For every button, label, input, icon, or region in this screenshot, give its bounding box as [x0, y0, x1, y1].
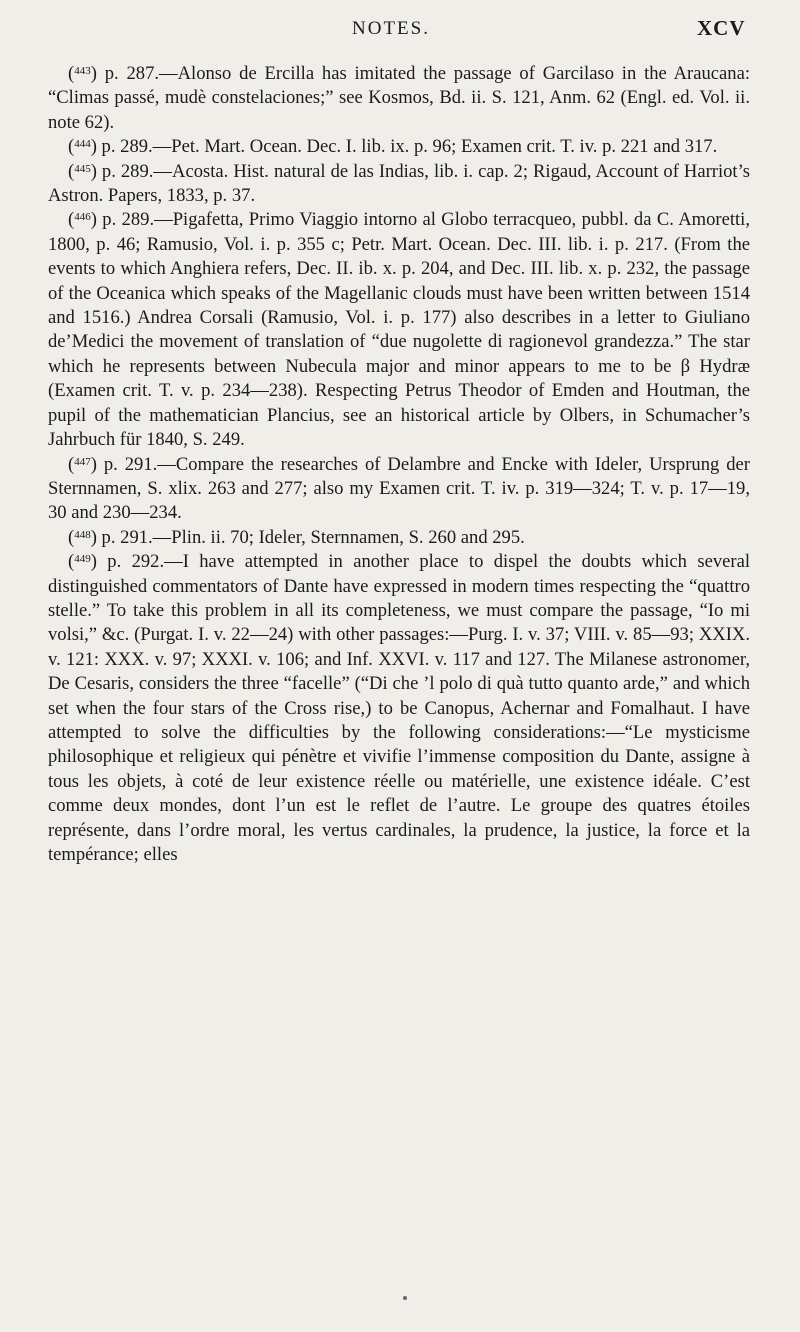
note-445: ($^{445}$) p. 289.—Acosta. Hist. natural de las Indias, lib. i. cap. 2; Rigaud, Account of Harriot’s Astron. Papers, 1833, p. 37.: [48, 160, 750, 207]
note-448: ($^{448}$) p. 291.—Plin. ii. 70; Ideler, Sternnamen, S. 260 and 295.: [68, 526, 525, 548]
note-449: ($^{449}$) p. 292.—I have attempted in another place to dispel the doubts which several distinguished commentators of Dante have expressed in modern times respecting the “quattro stelle.” To take this problem in all its completeness, we must compare the passage, “Io mi volsi,” &c. (Purgat. I. v. 22—24) with other passages:—Purg. I. v. 37; VIII. v. 85—93; XXIX. v. 121: XXX. v. 97; XXXI. v. 106; and Inf. XXVI. v. 117 and 127. The Milanese astronomer, De Cesaris, considers the three “facelle” (“Di che ’l polo di quà tutto quanto arde,” and which set when the four stars of the Cross rise,) to be Canopus, Achernar and Fomalhaut. I have attempted to solve the difficulties by the following considerations:—“Le mysticisme philosophique et religieux qui pénètre et vivifie l’immense composition du Dante, assigne à tous les objets, à coté de leur existence réelle ou matérielle, une existence idéale. C’est comme deux mondes, dont l’un est le reflet de l’autre. Le groupe des quatres étoiles représente, dans l’ordre moral, les vertus cardinales, la prudence, la justice, la force et la tempérance; elles: [48, 551, 750, 865]
note-ref-445: 445: [74, 162, 91, 175]
note-ref-446: 446: [74, 211, 91, 224]
print-speck: [403, 1296, 407, 1300]
note-text: p. 291.—Plin. ii. 70; Ideler, Sternnamen, S. 260 and 295.: [101, 526, 525, 548]
note-text: p. 292.—I have attempted in another place to dispel the doubts which several distinguished commentators of Dante have expressed in modern times respecting the “quattro stelle.” To take this problem in all its completeness, we must compare the passage, “Io mi volsi,” &c. (Purgat. I. v. 22—24) with other passages:—Purg. I. v. 37; VIII. v. 85—93; XXIX. v. 121: XXX. v. 97; XXXI. v. 106; and Inf. XXVI. v. 117 and 127. The Milanese astronomer, De Cesaris, considers the three “facelle” (“Di che ’l polo di quà tutto quanto arde,” and which set when the four stars of the Cross rise,) to be Canopus, Achernar and Fomalhaut. I have attempted to solve the difficulties by the following considerations:—“Le mysticisme philosophique et religieux qui pénètre et vivifie l’immense composition du Dante, assigne à tous les objets, à coté de leur existence réelle ou matérielle, une existence idéale. C’est comme deux mondes, dont l’un est le reflet de l’autre. Le groupe des quatres étoiles représente, dans l’ordre moral, les vertus cardinales, la prudence, la justice, la force et la tempérance; elles: [48, 551, 750, 865]
note-ref-443: 443: [74, 65, 91, 77]
note-ref-449: 449: [74, 553, 91, 566]
running-head: [0, 18, 800, 48]
note-ref-444: 444: [74, 138, 91, 151]
note-444: ($^{444}$) p. 289.—Pet. Mart. Ocean. Dec. I. lib. ix. p. 96; Examen crit. T. iv. p. 221 and 317.: [68, 136, 718, 158]
note-446: ($^{446}$) p. 289.—Pigafetta, Primo Viaggio intorno al Globo terracqueo, pubbl. da C. Amoretti, 1800, p. 46; Ramusio, Vol. i. p. 355 c; Petr. Mart. Ocean. Dec. III. lib. i. p. 217. (From the events to which Anghiera refers, Dec. II. ib. x. p. 204, and Dec. III. lib. x. p. 232, the passage of the Oceanica which speaks of the Magellanic clouds must have been written between 1514 and 1516.) Andrea Corsali (Ramusio, Vol. i. p. 177) also describes in a letter to Giuliano de’Medici the movement of translation of “due nugolette di ragionevol grandezza.” The star which he represents between Nubecula major and minor appears to me to be β Hydræ (Examen crit. T. v. p. 234—238). Respecting Petrus Theodor of Emden and Houtman, the pupil of the mathematician Plancius, see an historical article by Olbers, in Schumacher’s Jahrbuch für 1840, S. 249.: [48, 209, 750, 451]
note-443: ($^{443}$) p. 287.—Alonso de Ercilla has imitated the passage of Garcilaso in the Araucana: “Climas passé, mudè constelaciones;” see Kosmos, Bd. ii. S. 121, Anm. 62 (Engl. ed. Vol. ii. note 62).: [48, 63, 750, 133]
note-447: ($^{447}$) p. 291.—Compare the researches of Delambre and Encke with Ideler, Ursprung der Sternnamen, S. xlix. 263 and 277; also my Examen crit. T. iv. p. 319—324; T. v. p. 17—19, 30 and 230—234.: [48, 453, 750, 524]
running-title: NOTES.: [352, 18, 430, 39]
note-ref-448: 448: [74, 528, 91, 541]
note-text: p. 289.—Pet. Mart. Ocean. Dec. I. lib. ix. p. 96; Examen crit. T. iv. p. 221 and 317.: [101, 136, 718, 158]
note-text: p. 291.—Compare the researches of Delambre and Encke with Ideler, Ursprung der Sternnamen, S. xlix. 263 and 277; also my Examen crit. T. iv. p. 319—324; T. v. p. 17—19, 30 and 230—234.: [48, 453, 750, 524]
page-number: XCV: [697, 16, 746, 40]
note-text: p. 287.—Alonso de Ercilla has imitated the passage of Garcilaso in the Araucana: “Climas passé, mudè constelaciones;” see Kosmos, Bd. ii. S. 121, Anm. 62 (Engl. ed. Vol. ii. note 62).: [48, 63, 750, 133]
note-text: p. 289.—Pigafetta, Primo Viaggio intorno al Globo terracqueo, pubbl. da C. Amoretti, 1800, p. 46; Ramusio, Vol. i. p. 355 c; Petr. Mart. Ocean. Dec. III. lib. i. p. 217. (From the events to which Anghiera refers, Dec. II. ib. x. p. 204, and Dec. III. lib. x. p. 232, the passage of the Oceanica which speaks of the Magellanic clouds must have been written between 1514 and 1516.) Andrea Corsali (Ramusio, Vol. i. p. 177) also describes in a letter to Giuliano de’Medici the movement of translation of “due nugolette di ragionevol grandezza.” The star which he represents between Nubecula major and minor appears to me to be β Hydræ (Examen crit. T. v. p. 234—238). Respecting Petrus Theodor of Emden and Houtman, the pupil of the mathematician Plancius, see an historical article by Olbers, in Schumacher’s Jahrbuch für 1840, S. 249.: [48, 209, 750, 451]
note-ref-447: 447: [74, 455, 91, 468]
note-text: p. 289.—Acosta. Hist. natural de las Indias, lib. i. cap. 2; Rigaud, Account of Harriot’s Astron. Papers, 1833, p. 37.: [48, 160, 750, 207]
notes-section: [48, 62, 750, 867]
